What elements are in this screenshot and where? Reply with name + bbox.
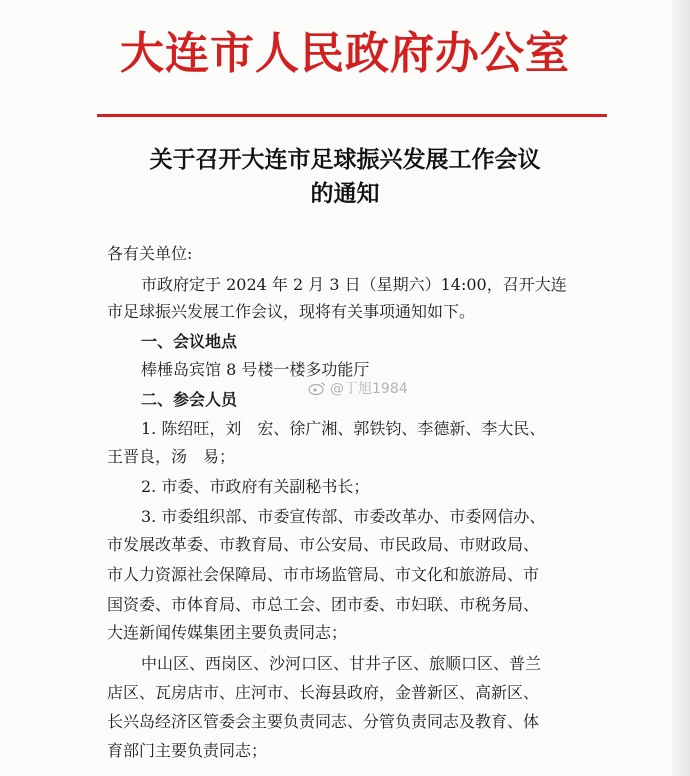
attendee-item3-line3: 市人力资源社会保障局、市市场监管局、市文化和旅游局、市 (107, 565, 540, 584)
attendee-item3-line5: 大连新闻传媒集团主要负责同志； (107, 623, 348, 642)
section1-text: 棒棰岛宾馆 8 号楼一楼多功能厅 (141, 360, 370, 379)
red-header-rule (97, 114, 607, 117)
attendee-item2: 2. 市委、市政府有关副秘书长； (141, 477, 370, 496)
attendee-item1-line2: 王晋良，汤 易； (107, 447, 236, 466)
watermark-text: @丁旭1984 (330, 381, 408, 397)
intro-line1: 市政府定于 2024 年 2 月 3 日（星期六）14:00，召开大连 (141, 275, 567, 294)
salutation: 各有关单位: (107, 244, 193, 263)
section1-heading: 一、会议地点 (141, 332, 238, 351)
attendee-item3-line2: 市发展改革委、市教育局、市公安局、市民政局、市财政局、 (107, 535, 540, 554)
intro-line2: 市足球振兴发展工作会议，现将有关事项通知如下。 (107, 302, 476, 321)
attendee-item4-line2: 店区、瓦房店市、庄河市、长海县政府，金普新区、高新区、 (107, 683, 540, 702)
notice-title (0, 143, 690, 211)
notice-title-line1: 关于召开大连市足球振兴发展工作会议 (149, 146, 541, 173)
weibo-watermark (308, 378, 408, 398)
attendee-item3-line4: 国资委、市体育局、市总工会、团市委、市妇联、市税务局、 (107, 595, 540, 614)
attendee-item4-line1: 中山区、西岗区、沙河口区、甘井子区、旅顺口区、普兰 (141, 654, 542, 673)
attendee-item4-line3: 长兴岛经济区管委会主要负责同志、分管负责同志及教育、体 (107, 712, 540, 731)
section2-heading: 二、参会人员 (141, 390, 238, 409)
notice-title-line2: 的通知 (310, 180, 380, 207)
attendee-item1-line1: 1. 陈绍旺，刘 宏、徐广湘、郭铁钧、李德新、李大民、 (141, 419, 546, 438)
issuing-org-header: 大连市人民政府办公室 (120, 28, 570, 79)
attendee-item3-line1: 3. 市委组织部、市委宣传部、市委改革办、市委网信办、 (141, 507, 546, 526)
weibo-icon (308, 381, 326, 395)
page-edge-shadow (672, 0, 690, 776)
attendee-item4-line4: 育部门主要负责同志； (107, 741, 268, 760)
